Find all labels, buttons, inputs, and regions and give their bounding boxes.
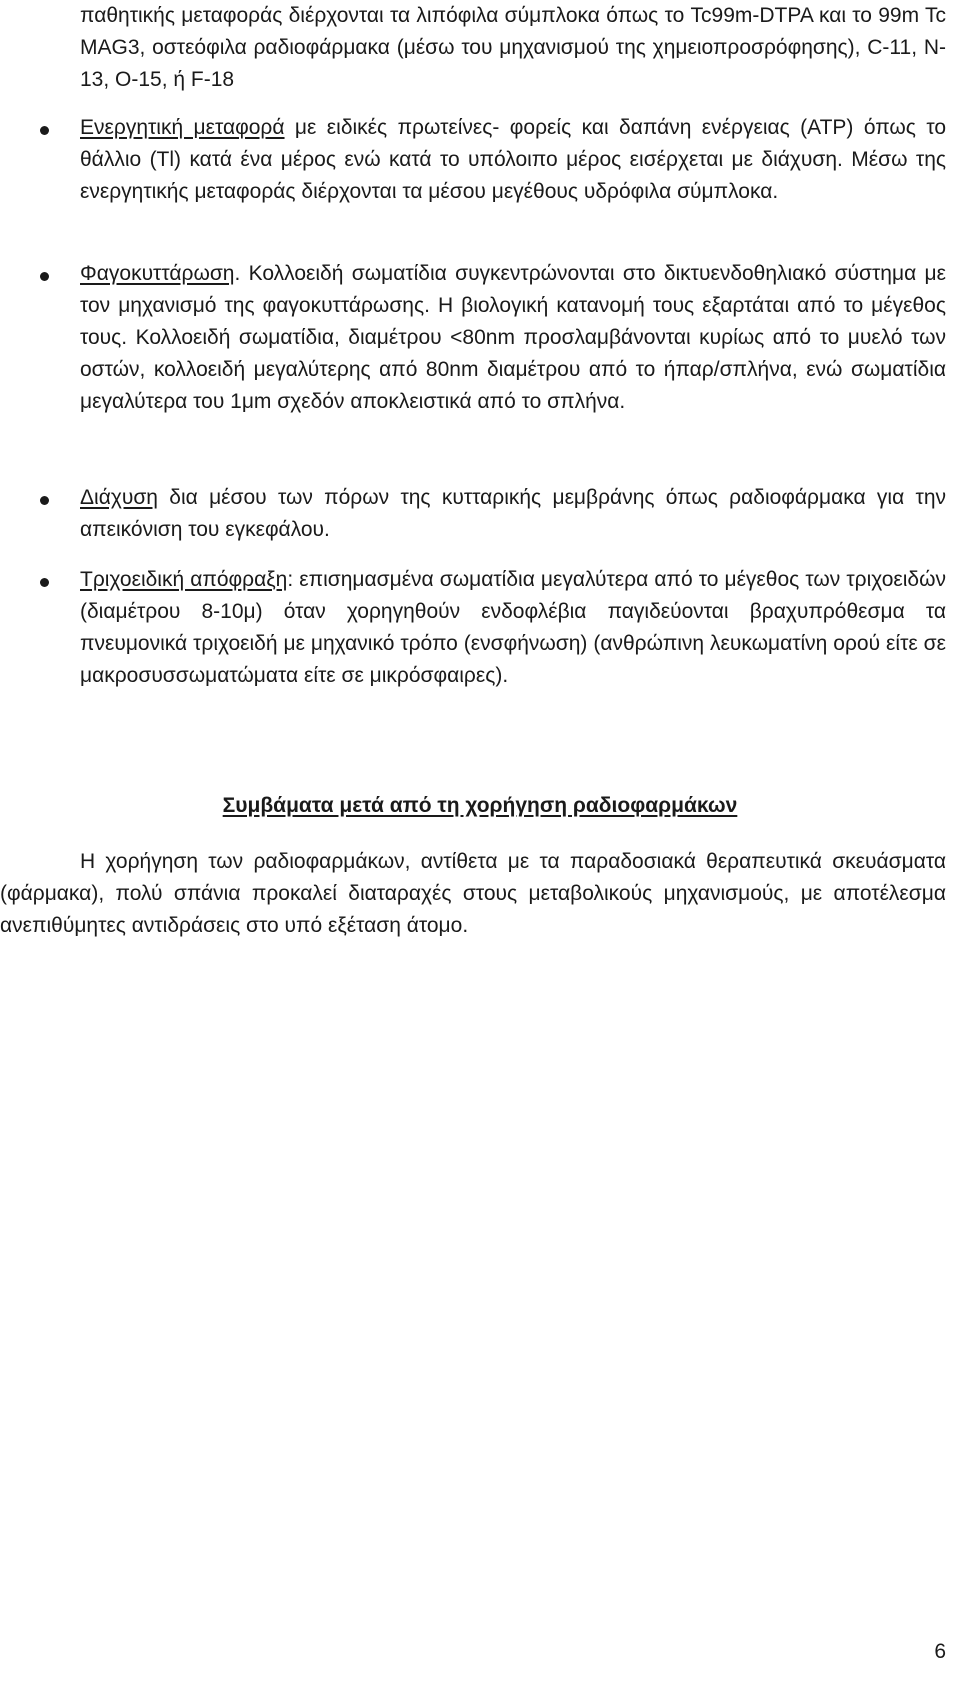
bullet-dot bbox=[40, 496, 49, 505]
bullet-term: Φαγοκυττάρωση bbox=[80, 262, 235, 285]
section-paragraph: Η χορήγηση των ραδιοφαρμάκων, αντίθετα με τα παραδοσιακά θεραπευτικά σκευάσματα (φάρμακα), πολύ σπάνια προκαλεί διαταραχές στους μεταβολικούς μηχανισμούς, με αποτέλεσμα ανεπιθύμητες αντιδράσεις στο υπό εξέταση άτομο. bbox=[0, 850, 946, 937]
bullet-text: με ειδικές πρωτείνες- φορείς και δαπάνη ενέργειας (ATP) όπως το θάλλιο (Tl) κατά ένα μέρος ενώ κατά το υπόλοιπο μέρος εισέρχεται με διάχυση. Μέσω της ενεργητικής μεταφοράς διέρχονται τα μέσου μεγέθους υδρόφιλα σύμπλοκα. bbox=[80, 116, 947, 203]
bullet-text: : επισημασμένα σωματίδια μεγαλύτερα από το μέγεθος των τριχοειδών (διαμέτρου 8-10μ) όταν χορηγηθούν ενδοφλέβια παγιδεύονται βραχυπρόθεσμα τα πνευμονικά τριχοειδή με μηχανικό τρόπο (ενσφήνωση) (ανθρώπινη λευκωματίνη ορού είτε σε μακροσυσσωματώματα είτε σε μικρόσφαιρες). bbox=[80, 568, 946, 687]
bullet-item-capillary-blockade bbox=[80, 564, 946, 692]
bullet-dot bbox=[40, 126, 49, 135]
bullet-text: . Κολλοειδή σωματίδια συγκεντρώνονται στο δικτυενδοθηλιακό σύστημα με τον μηχανισμό της φαγοκυττάρωσης. Η βιολογική κατανομή τους εξαρτάται από το μέγεθος τους. Κολλοειδή σωματίδια, διαμέτρου <80nm προσλαμβάνονται κυρίως από το μυελό των οστών, κολλοειδή μεγαλύτερης από 80nm διαμέτρου από το ήπαρ/σπλήνα, ενώ σωματίδια μεγαλύτερα του 1μm σχεδόν αποκλειστικά από το σπλήνα. bbox=[80, 262, 946, 413]
bullet-text: δια μέσου των πόρων της κυτταρικής μεμβράνης όπως ραδιοφάρμακα για την απεικόνιση του εγκεφάλου. bbox=[80, 486, 946, 541]
bullet-item-diffusion bbox=[80, 482, 946, 546]
bullet-dot bbox=[40, 272, 49, 281]
bullet-term: Διάχυση bbox=[80, 486, 158, 509]
bullet-term: Ενεργητική μεταφορά bbox=[80, 116, 285, 139]
bullet-term: Τριχοειδική απόφραξη bbox=[80, 568, 288, 591]
bullet-dot bbox=[40, 578, 49, 587]
intro-paragraph: παθητικής μεταφοράς διέρχονται τα λιπόφιλα σύμπλοκα όπως το Tc99m-DTPA και το 99m Tc MAG3, οστεόφιλα ραδιοφάρμακα (μέσω του μηχανισμού της χημειοπροσρόφησης), C-11, N-13, O-15, ή F-18 bbox=[80, 4, 946, 91]
section-heading: Συμβάματα μετά από τη χορήγηση ραδιοφαρμάκων bbox=[222, 794, 738, 817]
page-number: 6 bbox=[934, 1640, 946, 1663]
bullet-item-phagocytosis bbox=[80, 258, 946, 418]
bullet-item-active-transport bbox=[80, 112, 946, 208]
